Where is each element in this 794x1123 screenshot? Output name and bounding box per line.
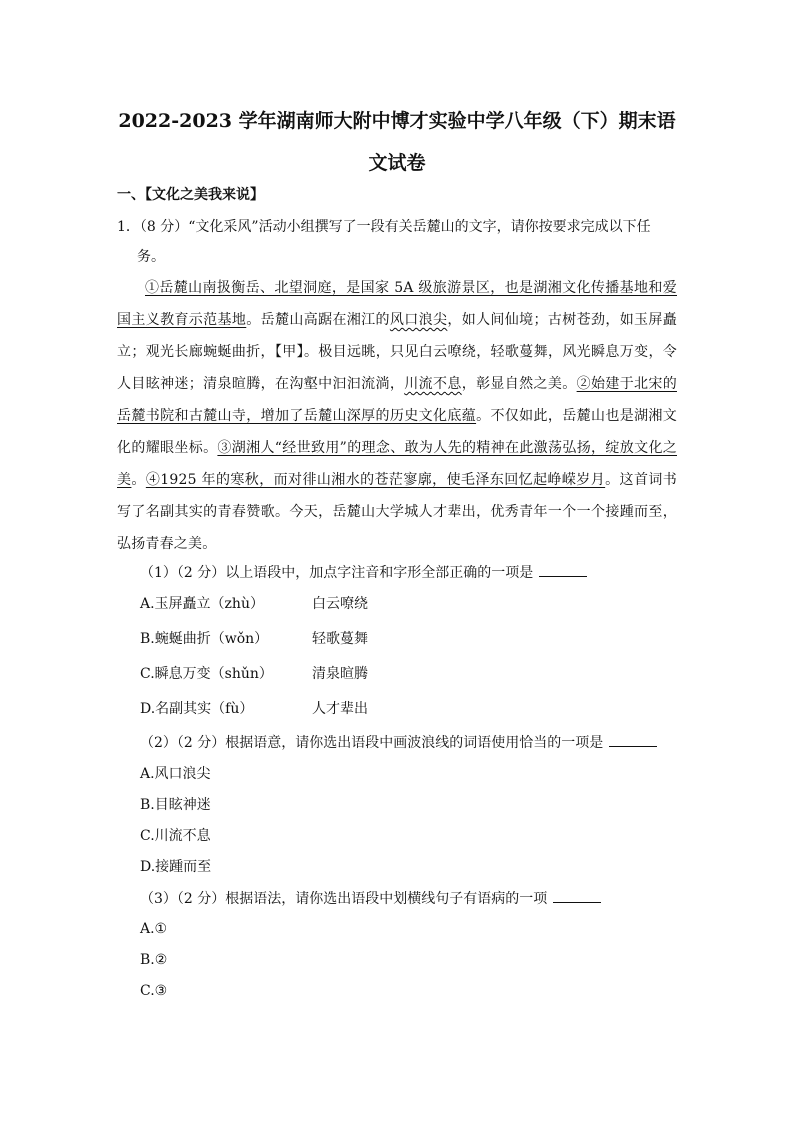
- option-2a[interactable]: A.风口浪尖: [140, 766, 211, 782]
- option-1b[interactable]: B.蜿蜒曲折（wǒn） 轻歌蔓舞: [140, 631, 368, 647]
- wavy-word-2: 川流不息: [404, 376, 462, 392]
- option-1a[interactable]: A.玉屏矗立（zhù） 白云嘹绕: [140, 596, 368, 612]
- passage-text: ，彰显自然之美。: [461, 376, 577, 392]
- passage-text: 。: [131, 472, 146, 488]
- sub-question-1: [140, 561, 587, 585]
- option-2b[interactable]: B.目眩神迷: [140, 797, 211, 813]
- underlined-sentence-3: ③湖湘人“经世致用”的理念、敢为人先的精神在此激荡弘扬，绽放文化之美: [117, 440, 677, 488]
- title-line-1: 2022-2023 学年湖南师大附中博才实验中学八年级（下）期末语: [118, 110, 676, 132]
- sub-question-3-text: （3）（2 分）根据语法，请你选出语段中划横线句子有语病的一项: [140, 891, 548, 907]
- question-1-text-cont: 务。: [137, 249, 165, 265]
- section-heading: 一、【文化之美我来说】: [117, 187, 264, 203]
- sub-question-2: [140, 731, 657, 755]
- option-1d[interactable]: D.名副其实（fù） 人才辈出: [140, 701, 368, 717]
- sub-question-2-text: （2）（2 分）根据语意，请你选出语段中画波浪线的词语使用恰当的一项是: [140, 735, 604, 751]
- option-3b[interactable]: B.②: [140, 952, 168, 968]
- answer-blank[interactable]: [539, 562, 587, 577]
- reading-passage: [117, 272, 677, 560]
- option-3c[interactable]: C.③: [140, 983, 168, 999]
- underlined-sentence-4: ④1925 年的寒秋，而对徘山湘水的苍茫寥廓，使毛泽东回忆起峥嵘岁月: [145, 472, 606, 488]
- sub-question-1-text: （1）（2 分）以上语段中，加点字注音和字形全部正确的一项是: [140, 565, 534, 581]
- underlined-sentence-2: ②始建于北宋的岳麓书院和古麓山寺，增加了岳麓山深厚的历史文化底蕴: [117, 376, 677, 424]
- passage-text: 。不仅如此，岳麓山也是湖湘文化的耀眼坐标。: [117, 408, 677, 456]
- question-1-text: 1．（8 分）“文化采风”活动小组撰写了一段有关岳麓山的文字，请你按要求完成以下任: [117, 219, 651, 235]
- answer-blank[interactable]: [609, 732, 657, 747]
- option-2d[interactable]: D.接踵而至: [140, 859, 212, 875]
- underlined-sentence-1: ①岳麓山南扱衡岳、北望洞庭，是国家 5A 级旅游景区，也是湖湘文化传播基地和爱国主义教育示范基地: [117, 280, 677, 328]
- option-3a[interactable]: A.①: [140, 921, 168, 937]
- passage-text: 。岳麓山高踞在湘江的: [246, 312, 390, 328]
- question-1-intro: [117, 212, 677, 272]
- answer-blank[interactable]: [553, 888, 601, 903]
- sub-question-3: [140, 887, 601, 911]
- option-2c[interactable]: C.川流不息: [140, 828, 211, 844]
- title-line-2: 文试卷: [368, 152, 426, 174]
- option-1c[interactable]: C.瞬息万变（shǔn） 清泉暄腾: [140, 666, 368, 682]
- page-title: [110, 100, 684, 184]
- passage-text: 。这首词书写了名副其实的青春赞歌。今天，岳麓山大学城人才辈出，优秀青年一个一个接踵而至，弘扬青春之美。: [117, 472, 677, 552]
- wavy-word-1: 风口浪尖: [389, 312, 448, 328]
- passage-text: ，如人间仙境；古树苍劲，如玉屏矗立；观光长廊蜿蜒曲折，【甲】。极目远眺，只见白云嘹绕，轻歌蔓舞，风光瞬息万变，令人目眩神迷；清泉暄腾，在沟壑中汩汩流淌，: [117, 312, 677, 392]
